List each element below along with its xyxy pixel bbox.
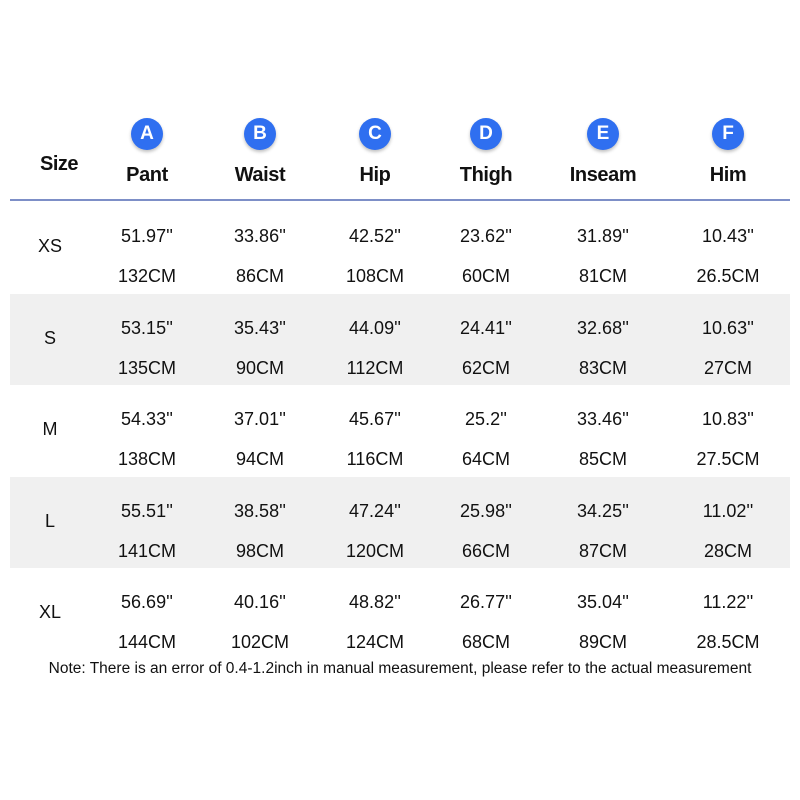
cell-cm: 60CM bbox=[461, 266, 510, 286]
column-label: Hip bbox=[359, 164, 391, 186]
cell-cm: 141CM bbox=[117, 540, 177, 561]
cell-cm: 26.5CM bbox=[696, 266, 760, 286]
size-label: S bbox=[43, 327, 56, 348]
cell-inches: 40.16'' bbox=[234, 592, 286, 612]
column-header-pant bbox=[87, 100, 207, 187]
size-label: XL bbox=[38, 602, 62, 622]
cell-cm: 27CM bbox=[703, 357, 752, 378]
cell-cm: 94CM bbox=[235, 449, 284, 469]
cell-inches: 35.43'' bbox=[234, 317, 286, 338]
cell-cm: 83CM bbox=[578, 357, 627, 378]
cell-cm: 132CM bbox=[117, 266, 177, 286]
cell-cm: 144CM bbox=[117, 632, 177, 652]
cell-inches: 35.04'' bbox=[577, 592, 629, 612]
cell-cm: 89CM bbox=[578, 632, 627, 652]
cell-inches: 11.02'' bbox=[702, 500, 754, 521]
cell-cm: 85CM bbox=[578, 449, 627, 469]
cell-cm: 68CM bbox=[461, 632, 510, 652]
column-badge: C bbox=[359, 118, 391, 150]
cell-inches: 25.98'' bbox=[460, 500, 512, 521]
table-row-xl bbox=[10, 568, 790, 660]
column-badge: F bbox=[712, 118, 744, 150]
cell-cm: 102CM bbox=[230, 632, 290, 652]
table-row-l bbox=[10, 477, 790, 569]
cell-cm: 87CM bbox=[578, 540, 627, 561]
cell-inches: 25.2'' bbox=[465, 409, 507, 429]
cell-cm: 112CM bbox=[346, 357, 404, 378]
size-label: M bbox=[42, 419, 58, 439]
cell-cm: 27.5CM bbox=[696, 449, 760, 469]
cell-cm: 138CM bbox=[117, 449, 177, 469]
column-badge: E bbox=[587, 118, 619, 150]
column-label: Thigh bbox=[459, 164, 513, 186]
column-badge: B bbox=[244, 118, 276, 150]
cell-inches: 44.09'' bbox=[349, 317, 401, 338]
cell-inches: 33.86'' bbox=[234, 226, 286, 246]
table-row-xs bbox=[10, 202, 790, 294]
cell-inches: 48.82'' bbox=[349, 592, 401, 612]
cell-inches: 10.43'' bbox=[702, 226, 754, 246]
cell-inches: 23.62'' bbox=[460, 226, 512, 246]
cell-inches: 11.22'' bbox=[702, 592, 754, 612]
cell-inches: 37.01'' bbox=[234, 409, 286, 429]
cell-inches: 34.25'' bbox=[577, 500, 629, 521]
cell-cm: 124CM bbox=[345, 632, 405, 652]
cell-inches: 47.24'' bbox=[349, 500, 401, 521]
column-header-inseam bbox=[543, 100, 663, 187]
cell-cm: 64CM bbox=[461, 449, 510, 469]
cell-inches: 56.69'' bbox=[121, 592, 173, 612]
table-body bbox=[10, 202, 790, 660]
cell-inches: 10.83'' bbox=[702, 409, 754, 429]
cell-cm: 116CM bbox=[346, 449, 404, 469]
column-header-waist bbox=[200, 100, 320, 187]
column-label: Pant bbox=[126, 164, 168, 186]
cell-inches: 10.63'' bbox=[702, 317, 754, 338]
cell-cm: 28.5CM bbox=[696, 632, 760, 652]
cell-cm: 81CM bbox=[578, 266, 627, 286]
cell-cm: 108CM bbox=[345, 266, 405, 286]
size-column-header: Size bbox=[40, 153, 79, 175]
cell-cm: 62CM bbox=[461, 357, 510, 378]
column-label: Inseam bbox=[569, 164, 637, 186]
column-badge: D bbox=[470, 118, 502, 150]
cell-inches: 32.68'' bbox=[577, 317, 629, 338]
cell-inches: 54.33'' bbox=[121, 409, 173, 429]
cell-inches: 24.41'' bbox=[460, 317, 512, 338]
cell-inches: 38.58'' bbox=[234, 500, 286, 521]
cell-inches: 31.89'' bbox=[577, 226, 629, 246]
column-header-thigh bbox=[426, 100, 546, 187]
table-header bbox=[10, 100, 790, 200]
cell-inches: 51.97'' bbox=[121, 226, 173, 246]
cell-inches: 26.77'' bbox=[460, 592, 512, 612]
cell-cm: 86CM bbox=[235, 266, 284, 286]
cell-inches: 53.15'' bbox=[121, 317, 173, 338]
cell-cm: 90CM bbox=[235, 357, 284, 378]
cell-cm: 66CM bbox=[461, 540, 510, 561]
measurement-note: Note: There is an error of 0.4-1.2inch in manual measurement, please refer to the actual measurement bbox=[48, 660, 752, 677]
cell-cm: 120CM bbox=[345, 540, 405, 561]
column-label: Him bbox=[709, 164, 747, 186]
cell-inches: 42.52'' bbox=[349, 226, 401, 246]
cell-cm: 135CM bbox=[117, 357, 177, 378]
table-row-m bbox=[10, 385, 790, 477]
header-divider bbox=[10, 199, 790, 201]
cell-cm: 98CM bbox=[235, 540, 284, 561]
cell-inches: 33.46'' bbox=[577, 409, 629, 429]
column-label: Waist bbox=[234, 164, 286, 186]
column-header-hip bbox=[315, 100, 435, 187]
cell-inches: 45.67'' bbox=[349, 409, 401, 429]
size-label: L bbox=[44, 510, 55, 531]
column-badge: A bbox=[131, 118, 163, 150]
size-label: XS bbox=[37, 236, 62, 256]
cell-cm: 28CM bbox=[703, 540, 752, 561]
cell-inches: 55.51'' bbox=[121, 500, 173, 521]
column-header-him bbox=[668, 100, 788, 187]
table-row-s bbox=[10, 294, 790, 386]
